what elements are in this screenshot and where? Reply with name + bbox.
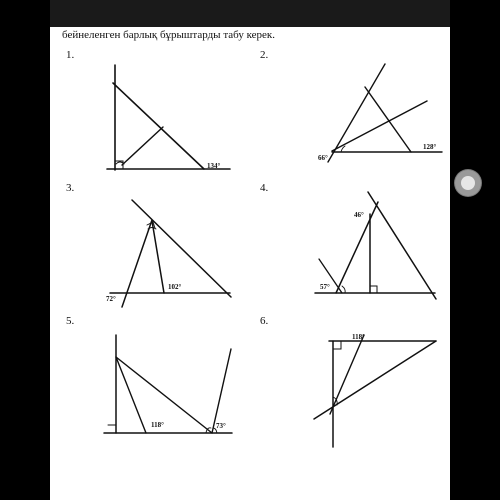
fig1-inner-segment — [122, 127, 163, 165]
figure-6 — [314, 333, 436, 447]
fig6-right-angle-mark — [333, 341, 341, 349]
instruction-text: бейнеленген барлық бұрыштарды табу керек. — [62, 29, 275, 41]
fig5-angle-label-right: 73° — [216, 422, 226, 430]
problem-number-3: 3. — [66, 182, 75, 194]
figure-4 — [315, 192, 436, 299]
fig6-steep-line — [330, 335, 364, 414]
fig1-angle-label: 134° — [207, 162, 221, 170]
fig5-angle-label-inner: 118° — [151, 421, 164, 429]
fig3-angle-label-inner: 102° — [168, 283, 182, 291]
figure-3 — [106, 200, 231, 307]
geometry-figures — [50, 27, 450, 500]
floating-scroll-button[interactable] — [455, 170, 481, 196]
problem-number-6: 6. — [260, 315, 269, 327]
figure-2 — [318, 64, 442, 162]
figure-1 — [107, 65, 230, 170]
fig4-angle-arc — [342, 286, 345, 293]
fig3-left-line — [122, 220, 152, 307]
fig2-angle-label-right: 128° — [423, 143, 437, 151]
fig1-hypotenuse — [113, 83, 204, 169]
fig4-right-angle-mark — [370, 286, 377, 293]
problem-number-5: 5. — [66, 315, 75, 327]
fig6-angle-label-top: 118° — [352, 333, 365, 341]
problem-number-1: 1. — [66, 49, 75, 61]
fig5-right-angle-mark — [108, 425, 116, 433]
fig3-angle-label-left: 72° — [106, 295, 116, 303]
fig2-descending-line — [365, 87, 411, 152]
worksheet-page — [50, 27, 450, 500]
fig2-angle-arc — [341, 146, 345, 152]
problem-number-4: 4. — [260, 182, 269, 194]
fig4-angle-label-left: 57° — [320, 283, 330, 291]
fig3-long-diagonal — [132, 200, 231, 297]
fig5-right-line — [212, 349, 231, 433]
fig4-long-diagonal — [368, 192, 436, 299]
figure-5 — [104, 335, 232, 433]
fig2-angle-label-left: 66° — [318, 154, 328, 162]
fig2-steep-line — [328, 64, 385, 162]
scroll-button-icon — [461, 176, 475, 190]
problem-number-2: 2. — [260, 49, 269, 61]
fig3-inner-segment — [152, 221, 164, 293]
fig4-angle-label-top: 46° — [354, 211, 364, 219]
top-bar — [50, 0, 450, 27]
